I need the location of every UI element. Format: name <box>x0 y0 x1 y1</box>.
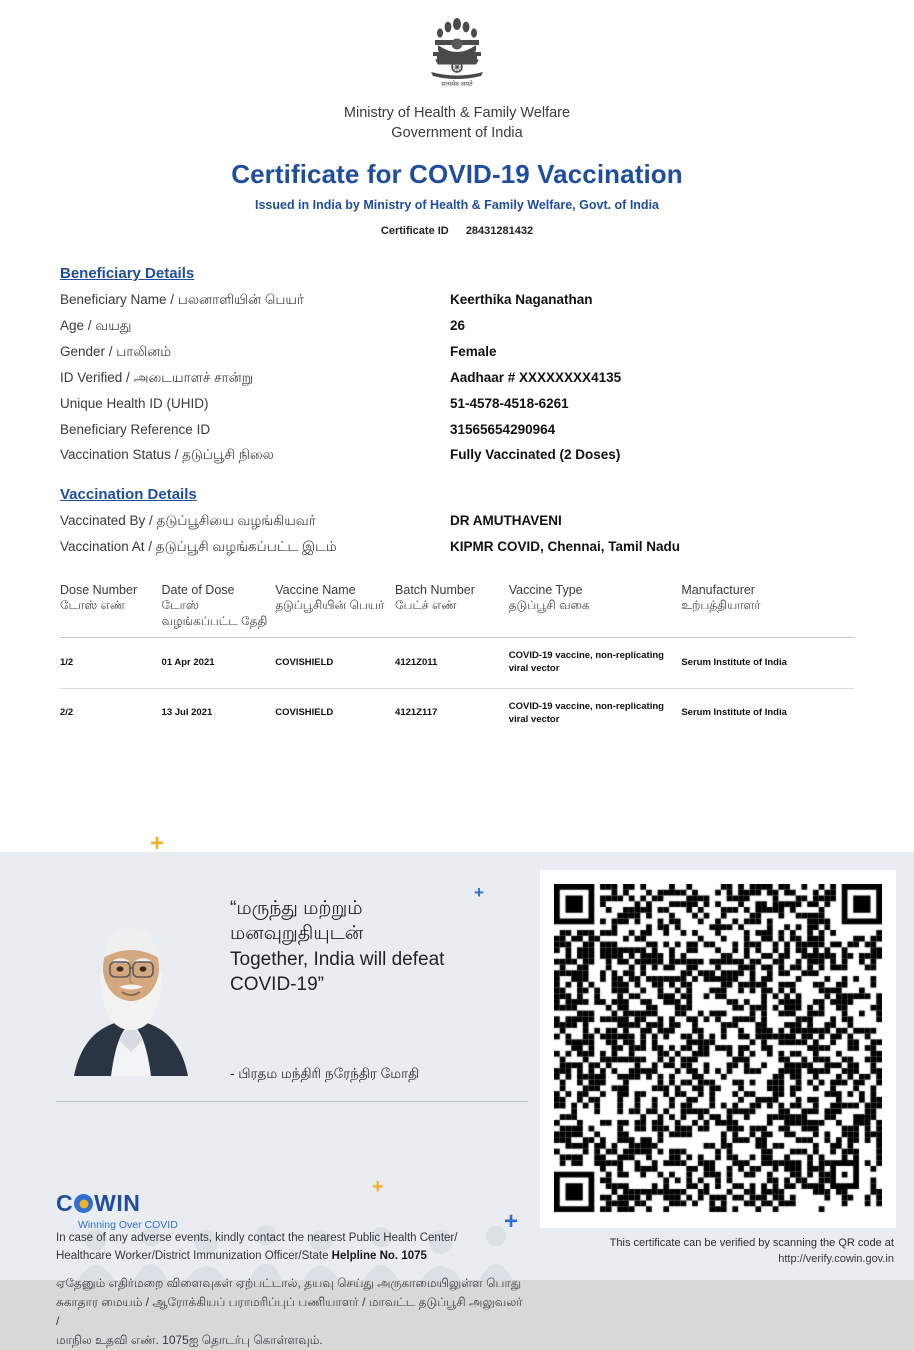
quote-line-1: “மருந்து மற்றும் <box>230 898 363 919</box>
cell-batch-number: 4121Z117 <box>395 707 438 719</box>
advisory-tamil <box>56 1274 526 1350</box>
ministry-line-2: Government of India <box>391 124 523 141</box>
cell-vaccine-type: COVID-19 vaccine, non-replicating viral vector <box>509 638 682 689</box>
column-label-ta: தடுப்பூசி வகை <box>508 598 590 613</box>
field-value: 26 <box>450 318 466 333</box>
cowin-letters-win: WIN <box>94 1190 141 1216</box>
svg-text:सत्यमेव जयते: सत्यमेव जयते <box>441 81 473 88</box>
field-vaccination-status <box>60 447 914 464</box>
cell-vaccine-type: COVID-19 vaccine, non-replicating viral vector <box>508 701 664 725</box>
verify-url: http://verify.cowin.gov.in <box>778 1252 894 1265</box>
cell-date-of-dose: 01 Apr 2021 <box>162 638 276 689</box>
vaccination-details-section <box>0 486 914 556</box>
prime-minister-photo <box>56 906 206 1076</box>
plus-decoration-icon: + <box>372 1176 384 1198</box>
field-label: Gender / பாலினம் <box>60 343 172 359</box>
field-value: DR AMUTHAVENI <box>450 513 562 529</box>
field-gender <box>60 344 914 361</box>
advisory-ta-line-2: சுகாதார மையம் / ஆரோக்கியப் பராமரிப்புப் பணியாளர் / மாவட்ட தடுப்பூசி அலுவலர் / <box>56 1294 523 1328</box>
column-vaccine-type <box>509 582 682 638</box>
advisory-en-line-1: In case of any adverse events, kindly contact the nearest Public Health Center/ <box>56 1232 458 1244</box>
field-label: Vaccinated By / தடுப்பூசியை வழங்கியவர் <box>60 513 316 529</box>
footer-panel <box>0 830 914 1348</box>
cowin-logo <box>56 1190 256 1231</box>
cowin-o-icon <box>74 1194 93 1213</box>
divider <box>56 1101 528 1102</box>
cell-manufacturer: Serum Institute of India <box>681 707 787 719</box>
field-value: Fully Vaccinated (2 Doses) <box>450 447 621 463</box>
field-value: 51-4578-4518-6261 <box>450 395 569 411</box>
quote-line-4: COVID-19” <box>230 973 324 995</box>
cell-vaccine-name: COVISHIELD <box>275 638 395 689</box>
quote-text <box>230 896 530 997</box>
field-beneficiary-name <box>60 292 914 309</box>
field-value: 31565654290964 <box>450 421 556 437</box>
column-label-ta: உற்பத்தியாளர் <box>681 598 761 613</box>
quote-line-2: மனவுறுதியுடன் <box>230 923 364 945</box>
certificate-id-value: 28431281432 <box>465 225 534 238</box>
column-vaccine-name <box>275 582 395 638</box>
field-value: Keerthika Naganathan <box>450 292 593 308</box>
qr-code-icon[interactable] <box>554 884 882 1214</box>
certificate-id-row <box>0 225 914 237</box>
issuer-subtitle: Issued in India by Ministry of Health & Family Welfare, Govt. of India <box>254 198 659 213</box>
beneficiary-section-title: Beneficiary Details <box>60 265 195 283</box>
field-value: KIPMR COVID, Chennai, Tamil Nadu <box>450 539 681 555</box>
column-batch-number <box>395 582 509 638</box>
table-header-row <box>60 582 854 638</box>
cell-manufacturer: Serum Institute of India <box>681 638 854 689</box>
plus-decoration-icon: + <box>504 1208 519 1235</box>
advisory-ta-line-1: ஏதேனும் எதிர்மறை விளைவுகள் ஏற்பட்டால், தயவு செய்து அருகாமையிலுள்ள பொது <box>56 1275 522 1290</box>
column-label-en: Vaccine Name <box>275 583 356 597</box>
cowin-tagline: Winning Over COVID <box>78 1219 178 1231</box>
cell-batch-number: 4121Z011 <box>395 638 509 689</box>
field-vaccinated-at <box>60 539 914 556</box>
field-label: Beneficiary Name / பலனாளியின் பெயர் <box>60 292 304 308</box>
plus-decoration-icon: + <box>474 883 484 902</box>
field-value: Female <box>450 343 497 359</box>
field-label: Beneficiary Reference ID <box>60 421 211 437</box>
certificate-id-label: Certificate ID <box>380 225 449 238</box>
cell-dose-number: 1/2 <box>60 638 162 689</box>
helpline-number: Helpline No. 1075 <box>331 1249 427 1262</box>
verify-line-1: This certificate can be verified by scanning the QR code at <box>609 1237 894 1249</box>
field-value: Aadhaar # XXXXXXXX4135 <box>450 369 622 385</box>
column-date-of-dose <box>162 582 276 638</box>
cowin-letter-c: C <box>56 1190 74 1216</box>
column-label-ta: தடுப்பூசியின் பெயர் <box>275 598 385 613</box>
column-label-en: Batch Number <box>395 583 475 597</box>
cowin-wordmark <box>56 1190 256 1217</box>
table-row <box>60 689 854 739</box>
quote-attribution: - பிரதம மந்திரி நரேந்திர மோதி <box>230 1066 420 1081</box>
verification-note <box>610 1236 894 1268</box>
page-title: Certificate for COVID-19 Vaccination <box>231 159 683 190</box>
advisory-english <box>56 1230 526 1266</box>
column-label-en: Dose Number <box>60 583 138 597</box>
certificate-header <box>0 0 914 237</box>
field-label: Unique Health ID (UHID) <box>60 395 209 411</box>
plus-decoration-icon: + <box>150 830 165 857</box>
cell-date-of-dose: 13 Jul 2021 <box>161 707 213 719</box>
advisory-en-line-2: Healthcare Worker/District Immunization Officer/State <box>56 1249 332 1262</box>
column-label-ta: டோஸ் எண் <box>60 598 126 613</box>
india-state-emblem-icon <box>421 14 493 100</box>
dose-table <box>60 582 854 739</box>
field-id-verified <box>60 370 914 387</box>
ministry-name <box>0 104 914 143</box>
beneficiary-details-section <box>0 265 914 464</box>
field-label: Age / வயது <box>60 318 132 333</box>
advisory-ta-line-3: மாநில உதவி எண். 1075ஐ தொடர்பு கொள்ளவும். <box>56 1333 323 1348</box>
column-label-ta: டோஸ் வழங்கப்பட்ட தேதி <box>161 598 268 628</box>
field-label: Vaccination Status / தடுப்பூசி நிலை <box>60 447 274 463</box>
column-label-en: Date of Dose <box>161 583 235 597</box>
field-age <box>60 318 914 335</box>
field-vaccinated-by <box>60 513 914 530</box>
advisory-block <box>56 1230 526 1350</box>
field-label: Vaccination At / தடுப்பூசி வழங்கப்பட்ட இடம் <box>60 539 337 555</box>
column-manufacturer <box>681 582 854 638</box>
quote-line-3: Together, India will defeat <box>230 948 445 970</box>
column-label-en: Vaccine Type <box>508 583 583 597</box>
qr-code-container[interactable] <box>540 870 896 1228</box>
vaccination-section-title: Vaccination Details <box>60 486 197 504</box>
field-reference-id <box>60 422 914 439</box>
column-dose-number <box>60 582 162 638</box>
column-label-ta: பேட்ச் எண் <box>395 598 457 613</box>
table-row <box>60 638 854 689</box>
column-label-en: Manufacturer <box>681 583 755 597</box>
ministry-line-1: Ministry of Health & Family Welfare <box>343 105 571 121</box>
field-label: ID Verified / அடையாளச் சான்று <box>60 369 253 385</box>
cell-dose-number: 2/2 <box>60 707 74 719</box>
field-uhid <box>60 396 914 413</box>
cell-vaccine-name: COVISHIELD <box>275 707 334 719</box>
